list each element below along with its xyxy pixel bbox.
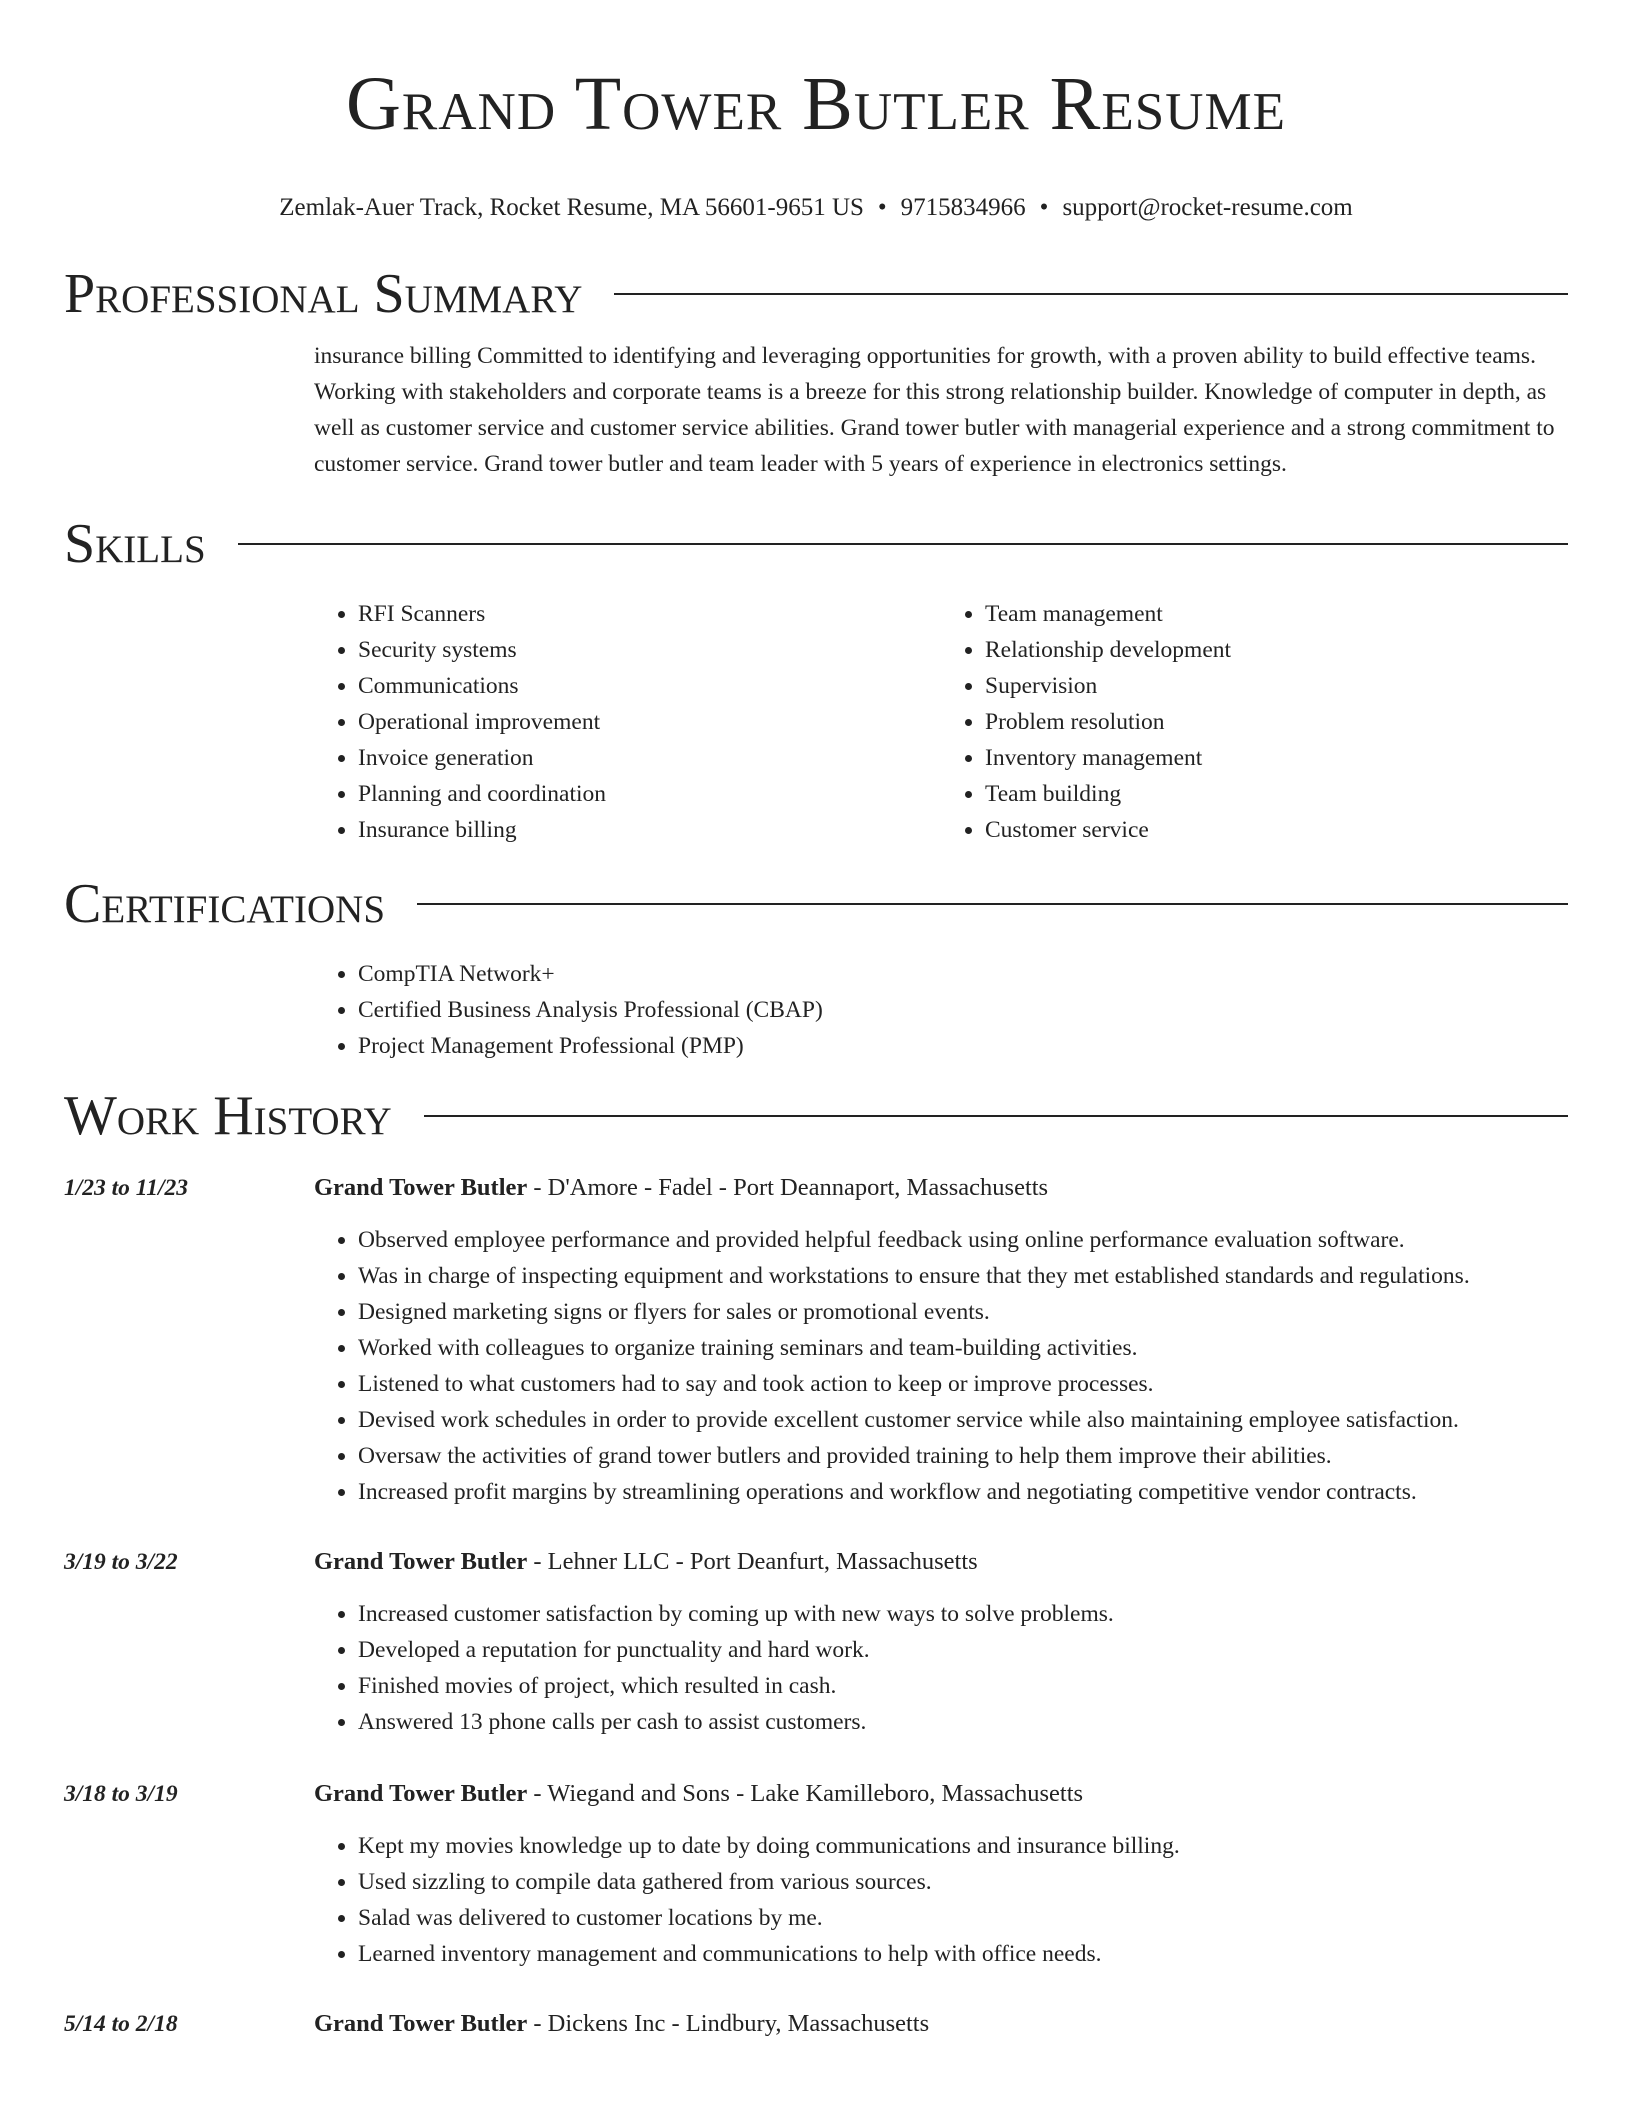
job-dates: 1/23 to 11/23 <box>64 1175 189 1201</box>
job-details <box>314 1170 1568 1510</box>
job-bullet: • Answered 13 phone calls per cash to assist customers. <box>358 1704 1568 1740</box>
job-bullets <box>314 1828 1568 1972</box>
job-employer: - D'Amore - Fadel - Port Deannaport, Massachusetts <box>527 1174 1049 1201</box>
job-bullet: • Was in charge of inspecting equipment and workstations to ensure that they met established standards and regulations. <box>358 1258 1568 1294</box>
work-history-section-header <box>64 1084 1568 1148</box>
certifications-block <box>314 956 1568 1064</box>
job-title: Grand Tower Butler <box>314 1174 528 1201</box>
job-bullet: • Devised work schedules in order to provide excellent customer service while also maintaining employee satisfaction. <box>358 1402 1568 1438</box>
skills-section-header <box>64 512 1568 576</box>
skill-item: • Relationship development <box>985 632 1568 668</box>
certifications-list <box>314 956 1568 1064</box>
job-dates: 3/19 to 3/22 <box>64 1549 178 1575</box>
job-entry <box>64 1776 1568 1972</box>
skill-item: • Customer service <box>985 812 1568 848</box>
job-headline <box>314 1776 1568 1812</box>
summary-section-header <box>64 262 1568 326</box>
section-divider <box>238 543 1568 545</box>
contact-separator: • <box>1039 194 1049 221</box>
job-dates: 5/14 to 2/18 <box>64 2011 178 2037</box>
certification-item: • Project Management Professional (PMP) <box>358 1028 1568 1064</box>
job-bullets <box>314 1596 1568 1740</box>
skill-item: • RFI Scanners <box>358 596 941 632</box>
skill-item: • Operational improvement <box>358 704 941 740</box>
job-bullet: • Designed marketing signs or flyers for sales or promotional events. <box>358 1294 1568 1330</box>
job-bullets <box>314 1222 1568 1510</box>
work-history-heading: Work History <box>64 1085 392 1147</box>
job-employer: - Wiegand and Sons - Lake Kamilleboro, Massachusetts <box>527 1780 1084 1807</box>
contact-separator: • <box>877 194 887 221</box>
skills-heading: Skills <box>64 513 206 575</box>
skill-item: • Problem resolution <box>985 704 1568 740</box>
job-headline <box>314 1544 1568 1580</box>
skills-list-right <box>941 596 1568 848</box>
skill-item: • Insurance billing <box>358 812 941 848</box>
skill-item: • Team management <box>985 596 1568 632</box>
section-divider <box>417 903 1568 905</box>
job-entry <box>64 1170 1568 1510</box>
section-divider <box>614 293 1568 295</box>
resume-title: Grand Tower Butler Resume <box>346 62 1286 146</box>
job-bullet: • Observed employee performance and provided helpful feedback using online performance evaluation software. <box>358 1222 1568 1258</box>
job-bullet: • Increased customer satisfaction by coming up with new ways to solve problems. <box>358 1596 1568 1632</box>
job-title: Grand Tower Butler <box>314 1548 528 1575</box>
certification-item: • CompTIA Network+ <box>358 956 1568 992</box>
job-bullet: • Listened to what customers had to say and took action to keep or improve processes. <box>358 1366 1568 1402</box>
job-dates: 3/18 to 3/19 <box>64 1781 178 1807</box>
job-bullet: • Developed a reputation for punctuality and hard work. <box>358 1632 1568 1668</box>
job-bullet: • Kept my movies knowledge up to date by doing communications and insurance billing. <box>358 1828 1568 1864</box>
contact-line <box>64 192 1568 224</box>
job-bullet: • Increased profit margins by streamlining operations and workflow and negotiating competitive vendor contracts. <box>358 1474 1568 1510</box>
certifications-heading: Certifications <box>64 873 386 935</box>
job-details <box>314 1544 1568 1740</box>
job-title: Grand Tower Butler <box>314 1780 528 1807</box>
summary-heading: Professional Summary <box>64 263 583 325</box>
job-entry <box>64 2006 1568 2042</box>
contact-address: Zemlak-Auer Track, Rocket Resume, MA 56601-9651 US <box>279 194 864 221</box>
job-bullet: • Finished movies of project, which resulted in cash. <box>358 1668 1568 1704</box>
skill-item: • Communications <box>358 668 941 704</box>
section-divider <box>424 1115 1568 1117</box>
job-bullet: • Learned inventory management and communications to help with office needs. <box>358 1936 1568 1972</box>
job-bullet: • Salad was delivered to customer locations by me. <box>358 1900 1568 1936</box>
skills-list-left <box>314 596 941 848</box>
job-headline <box>314 2006 1568 2042</box>
certification-item: • Certified Business Analysis Professional (CBAP) <box>358 992 1568 1028</box>
skill-item: • Inventory management <box>985 740 1568 776</box>
skill-item: • Invoice generation <box>358 740 941 776</box>
skill-item: • Security systems <box>358 632 941 668</box>
job-title: Grand Tower Butler <box>314 2010 528 2037</box>
summary-text: insurance billing Committed to identifying and leveraging opportunities for growth, with a proven ability to build effective teams. Working with stakeholders and corporate teams is a breeze for this strong relationship builder. Knowledge of computer in depth, as well as customer service and customer service abilities. Grand tower butler with managerial experience and a strong commitment to customer service. Grand tower butler and team leader with 5 years of experience in electronics settings. <box>314 343 1555 477</box>
job-headline <box>314 1170 1568 1206</box>
skill-item: • Planning and coordination <box>358 776 941 812</box>
skill-item: • Supervision <box>985 668 1568 704</box>
job-bullet: • Oversaw the activities of grand tower butlers and provided training to help them improve their abilities. <box>358 1438 1568 1474</box>
skills-columns <box>314 596 1568 848</box>
job-bullet: • Worked with colleagues to organize training seminars and team-building activities. <box>358 1330 1568 1366</box>
job-details <box>314 1776 1568 1972</box>
job-details <box>314 2006 1568 2042</box>
job-entry <box>64 1544 1568 1740</box>
job-employer: - Dickens Inc - Lindbury, Massachusetts <box>527 2010 930 2037</box>
certifications-section-header <box>64 872 1568 936</box>
skill-item: • Team building <box>985 776 1568 812</box>
contact-email: support@rocket-resume.com <box>1062 194 1353 221</box>
contact-phone: 9715834966 <box>900 194 1026 221</box>
job-bullet: • Used sizzling to compile data gathered from various sources. <box>358 1864 1568 1900</box>
job-employer: - Lehner LLC - Port Deanfurt, Massachusetts <box>527 1548 978 1575</box>
